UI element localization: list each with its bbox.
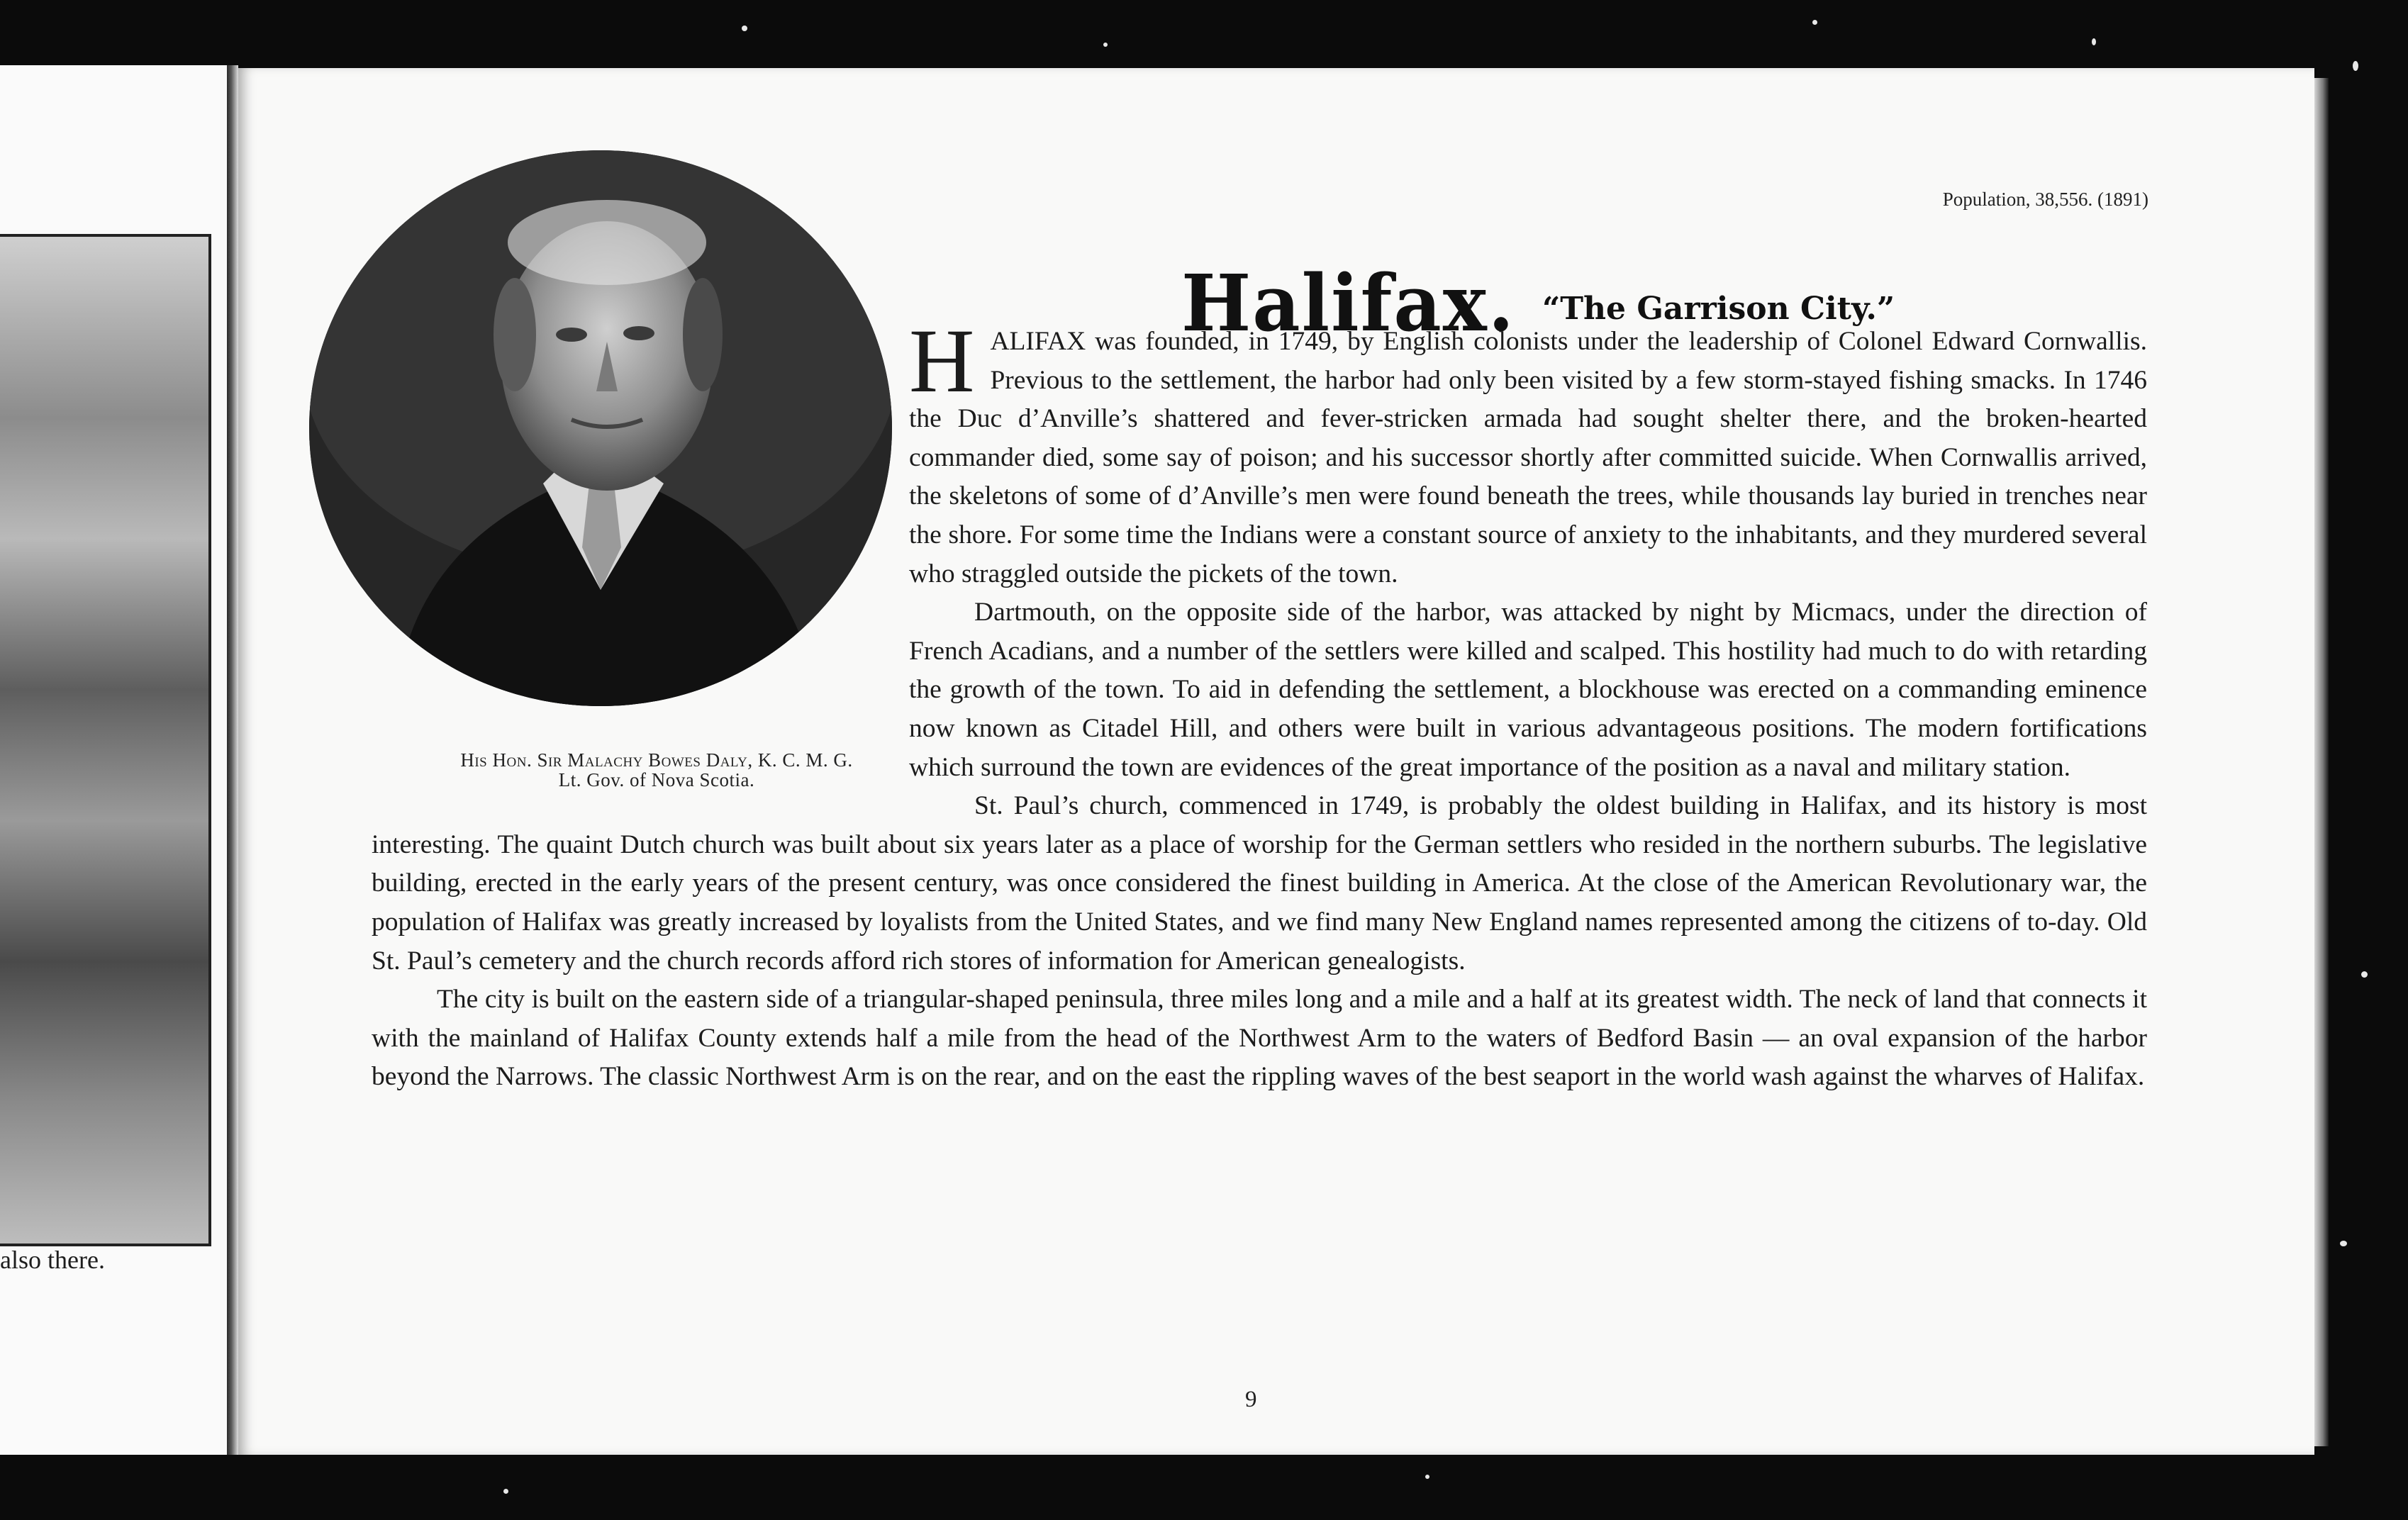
page-title: Halifax. bbox=[1181, 257, 1515, 350]
paragraph-2-text: Dartmouth, on the opposite side of the harbor, was attacked by night by Micmacs, under the direction of French Acadians, and a number of the settlers were killed and scalped. This hostility had much to do with retarding the growth of the town. To aid in defending the settlement, a blockhouse was erected on a commanding eminence now known as Citadel Hill, and others were built in various advantageous positions. The modern fortifications which surround the town are evidences of the great importance of the position as a naval and military station. bbox=[909, 598, 2147, 782]
page-subtitle: “The Garrison City.” bbox=[1542, 291, 1895, 327]
paragraph-3-text: St. Paul’s church, commenced in 1749, is probably the oldest building in Halifax, and its history is most interesting. The quaint Dutch church was built about six years later as a place of worship for the German settlers who resided in the northern suburbs. The legislative building, erected in the early years of the present century, was once considered the finest building in America. At the close of the American Revolutionary war, the population of Halifax was greatly increased by loyalists from the United States, and we find many New England names represented among the citizens of to-day. Old St. Paul’s cemetery and the church records afford rich stores of information for American genealogists. bbox=[372, 791, 2147, 976]
page-edge bbox=[2314, 78, 2329, 1446]
portrait-text-float bbox=[372, 323, 909, 815]
page-number: 9 bbox=[1245, 1387, 1257, 1412]
previous-page bbox=[0, 65, 228, 1455]
scan-speck bbox=[2092, 38, 2096, 45]
scan-speck bbox=[2361, 971, 2368, 978]
paragraph-3 bbox=[372, 787, 2147, 980]
paragraph-1: ALIFAX was founded, in 1749, by English colonists under the leadership of Colonel Edward Cornwallis. Previous to the settlement, the harbor had only been visited by a few storm-stayed fishing smacks. In 1746 the Duc d’Anville’s shattered and fever-stricken armada had sought shelter there, and the broken-hearted commander died, some say of poison; and his successor shortly after committed suicide. When Cornwallis arrived, the skeletons of some of d’Anville’s men were found beneath the trees, while thousands lay buried in trenches near the shore. For some time the Indians were a constant source of anxiety to the inhabitants, and they murdered several who straggled outside the pickets of the town. bbox=[909, 327, 2147, 588]
book-spine bbox=[227, 65, 238, 1455]
scan-speck bbox=[1103, 43, 1108, 47]
caption-title: Lt. Gov. of Nova Scotia. bbox=[558, 769, 755, 790]
harbor-photo-fragment bbox=[0, 234, 211, 1246]
previous-page-text: also there. bbox=[0, 1246, 105, 1274]
population-note: Population, 38,556. (1891) bbox=[1942, 189, 2148, 210]
scan-speck bbox=[2340, 1241, 2347, 1246]
scan-speck bbox=[503, 1489, 508, 1494]
caption-name: His Hon. Sir Malachy Bowes Daly, K. C. M. G. bbox=[460, 749, 853, 771]
scan-speck bbox=[1425, 1475, 1429, 1479]
scan-speck bbox=[2353, 61, 2358, 71]
body-text bbox=[372, 311, 2147, 1097]
paragraph-4 bbox=[372, 980, 2147, 1097]
scan-speck bbox=[742, 26, 747, 31]
scan-speck bbox=[1812, 20, 1817, 25]
paragraph-4-text: The city is built on the eastern side of a triangular-shaped peninsula, three miles long and a mile and a half at its greatest width. The neck of land that connects it with the mainland of Halifax County extends half a mile from the head of the Northwest Arm to the waters of Bedford Basin — an oval expansion of the harbor beyond the Narrows. The classic Northwest Arm is on the rear, and on the east the rippling waves of the best seaport in the world wash against the wharves of Halifax. bbox=[372, 985, 2147, 1092]
drop-cap: H bbox=[909, 311, 975, 411]
